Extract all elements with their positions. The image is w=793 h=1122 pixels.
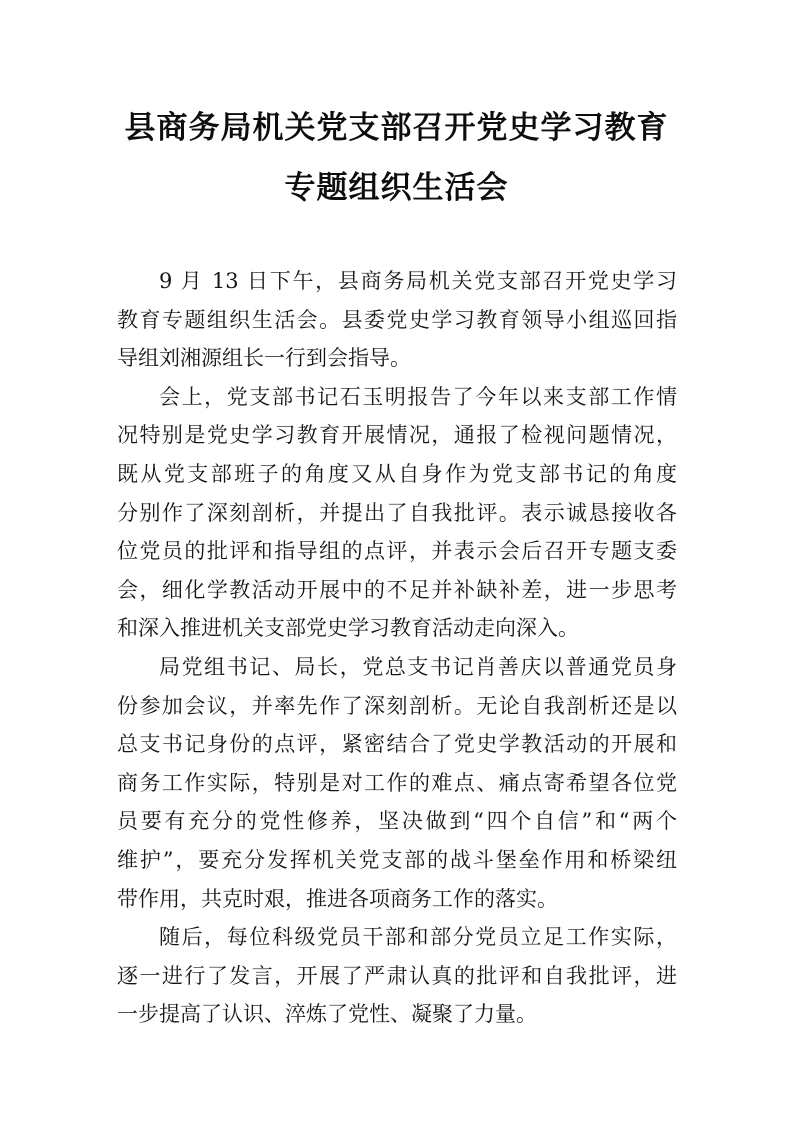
- document-body: [117, 262, 677, 1034]
- paragraph-line: 商务工作实际，特别是对工作的难点、痛点寄希望各位党: [117, 770, 677, 795]
- paragraph-line: 随后，每位科级党员干部和部分党员立足工作实际，: [159, 925, 677, 950]
- paragraph-line: 员要有充分的党性修养，坚决做到“四个自信”和“两个: [117, 809, 677, 834]
- paragraph-line: 一步提高了认识、淬炼了党性、凝聚了力量。: [117, 1002, 537, 1027]
- paragraph-3: [117, 648, 677, 918]
- paragraph-line: 会上，党支部书记石玉明报告了今年以来支部工作情: [159, 384, 677, 409]
- paragraph-line: 逐一进行了发言，开展了严肃认真的批评和自我批评，进: [117, 963, 677, 988]
- paragraph-line: 总支书记身份的点评，紧密结合了党史学教活动的开展和: [117, 732, 677, 757]
- paragraph-line: 导组刘湘源组长一行到会指导。: [117, 346, 411, 371]
- paragraph-4: [117, 918, 677, 1034]
- paragraph-line: 既从党支部班子的角度又从自身作为党支部书记的角度: [117, 461, 677, 486]
- document-title-line-1: 县商务局机关党支部召开党史学习教育: [124, 110, 669, 146]
- paragraph-2: [117, 378, 677, 648]
- document-title-line-2: 专题组织生活会: [284, 170, 509, 206]
- paragraph-line: 会，细化学教活动开展中的不足并补缺补差，进一步思考: [117, 577, 677, 602]
- paragraph-line: 分别作了深刻剖析，并提出了自我批评。表示诚恳接收各: [117, 500, 677, 525]
- paragraph-line: 况特别是党史学习教育开展情况，通报了检视问题情况，: [117, 423, 677, 448]
- paragraph-line: 维护”，要充分发挥机关党支部的战斗堡垒作用和桥梁纽: [117, 847, 677, 872]
- paragraph-line: 位党员的批评和指导组的点评，并表示会后召开专题支委: [117, 539, 677, 564]
- paragraph-line: 9 月 13 日下午，县商务局机关党支部召开党史学习: [159, 269, 677, 293]
- paragraph-line: 带作用，共克时艰，推进各项商务工作的落实。: [117, 886, 558, 911]
- paragraph-line: 份参加会议，并率先作了深刻剖析。无论自我剖析还是以: [117, 693, 677, 718]
- paragraph-line: 教育专题组织生活会。县委党史学习教育领导小组巡回指: [117, 307, 677, 332]
- paragraph-line: 局党组书记、局长，党总支书记肖善庆以普通党员身: [159, 654, 677, 679]
- paragraph-1: [117, 262, 677, 378]
- paragraph-line: 和深入推进机关支部党史学习教育活动走向深入。: [117, 616, 579, 641]
